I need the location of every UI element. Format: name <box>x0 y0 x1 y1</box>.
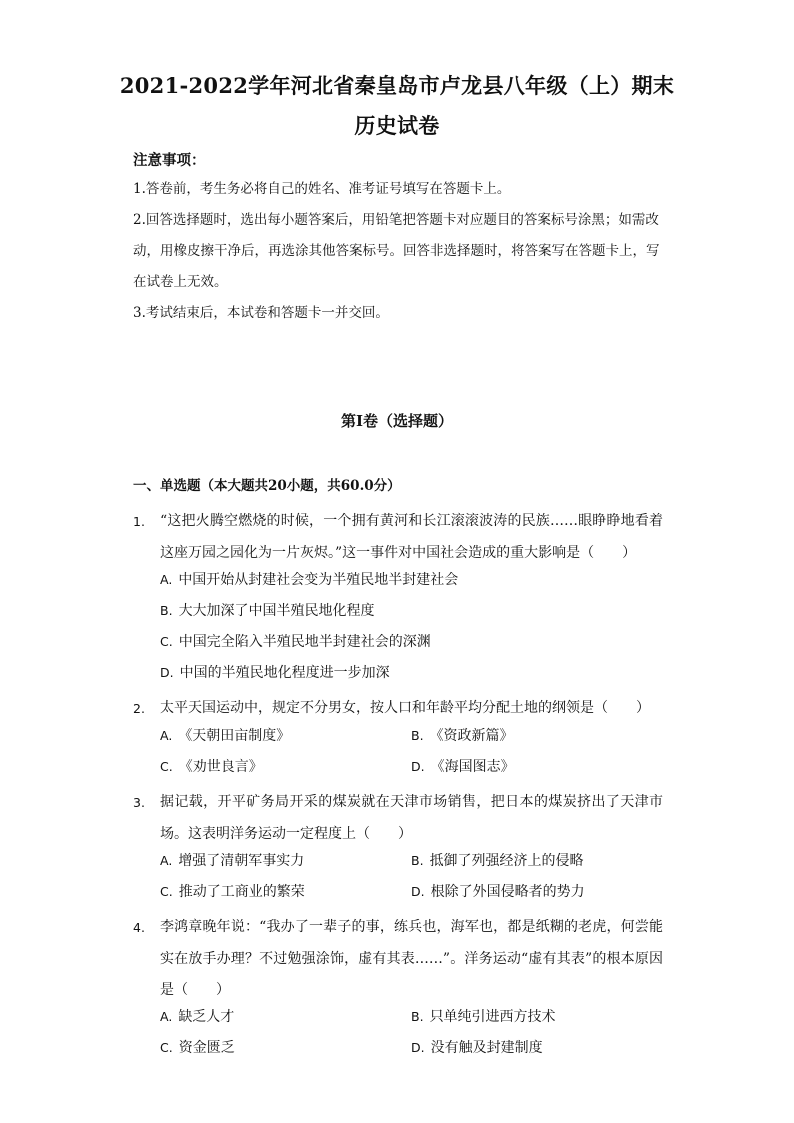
option-text: 根除了外国侵略者的势力 <box>430 884 585 900</box>
option-d <box>411 1037 543 1057</box>
question-2 <box>133 693 663 725</box>
question-number: 2. <box>133 701 145 716</box>
option-letter: A. <box>160 1009 173 1024</box>
option-text: 资金匮乏 <box>178 1040 235 1056</box>
option-c <box>160 1037 235 1057</box>
option-text: 中国的半殖民地化程度进一步加深 <box>179 665 390 681</box>
option-c <box>160 881 305 901</box>
option-b <box>160 600 375 620</box>
option-letter: A. <box>160 728 173 743</box>
option-d <box>411 881 585 901</box>
option-text: 中国完全陷入半殖民地半封建社会的深渊 <box>178 634 431 650</box>
option-text: 大大加深了中国半殖民地化程度 <box>178 603 375 619</box>
question-1 <box>133 506 663 569</box>
option-text: 增强了清朝军事实力 <box>178 853 305 869</box>
option-a <box>160 569 458 589</box>
notice-item-1: 1.答卷前，考生务必将自己的姓名、准考证号填写在答题卡上。 <box>133 181 511 197</box>
option-letter: D. <box>411 759 425 774</box>
part-title: 第I卷（选择题） <box>340 412 454 430</box>
notice-heading: 注意事项： <box>133 152 206 169</box>
option-letter: A. <box>160 853 173 868</box>
exam-title-line1: 2021-2022学年河北省秦皇岛市卢龙县八年级（上）期末 <box>119 73 675 98</box>
question-number: 1. <box>133 514 145 529</box>
option-a <box>160 725 290 745</box>
question-3 <box>133 787 663 850</box>
option-b <box>411 1006 556 1026</box>
option-text: 推动了工商业的繁荣 <box>178 884 305 900</box>
option-text: 只单纯引进西方技术 <box>429 1009 556 1025</box>
option-letter: D. <box>411 884 425 899</box>
question-stem: “这把火腾空燃烧的时候，一个拥有黄河和长江滚滚波涛的民族……眼睁睁地看着这座万园之园化为一片灰烬。”这一事件对中国社会造成的重大影响是（ ） <box>160 513 663 561</box>
option-letter: B. <box>411 728 424 743</box>
notice-item-3: 3.考试结束后，本试卷和答题卡一并交回。 <box>133 305 389 321</box>
notice-item-2: 2.回答选择题时，选出每小题答案后，用铅笔把答题卡对应题目的答案标号涂黑；如需改动，用橡皮擦干净后，再选涂其他答案标号。回答非选择题时，将答案写在答题卡上，写在试卷上无效。 <box>133 212 660 290</box>
option-b <box>411 725 514 745</box>
option-text: 缺乏人才 <box>178 1009 235 1025</box>
question-stem: 李鸿章晚年说：“我办了一辈子的事，练兵也，海军也，都是纸糊的老虎，何尝能实在放手办理？不过勉强涂饰，虚有其表……”。洋务运动“虚有其表”的根本原因是（ ） <box>160 919 663 998</box>
option-text: 中国开始从封建社会变为半殖民地半封建社会 <box>178 572 459 588</box>
option-text: 《资政新篇》 <box>429 728 514 744</box>
option-d <box>160 662 390 682</box>
option-a <box>160 1006 234 1026</box>
option-text: 《天朝田亩制度》 <box>178 728 291 744</box>
option-letter: B. <box>411 1009 424 1024</box>
option-letter: A. <box>160 572 173 587</box>
question-stem: 太平天国运动中，规定不分男女，按人口和年龄平均分配土地的纲领是（ ） <box>160 700 650 716</box>
question-stem: 据记载，开平矿务局开采的煤炭就在天津市场销售，把日本的煤炭挤出了天津市场。这表明洋务运动一定程度上（ ） <box>160 794 663 842</box>
question-4 <box>133 912 663 1007</box>
option-letter: C. <box>160 1040 173 1055</box>
option-letter: D. <box>160 665 174 680</box>
option-d <box>411 756 515 776</box>
question-number: 3. <box>133 795 145 810</box>
option-c <box>160 631 431 651</box>
option-b <box>411 850 584 870</box>
question-number: 4. <box>133 920 145 935</box>
option-a <box>160 850 304 870</box>
option-text: 抵御了列强经济上的侵略 <box>429 853 584 869</box>
option-letter: C. <box>160 759 173 774</box>
option-letter: C. <box>160 634 173 649</box>
exam-title-line2: 历史试卷 <box>354 113 440 138</box>
option-text: 《海国图志》 <box>430 759 515 775</box>
option-letter: D. <box>411 1040 425 1055</box>
option-text: 《劝世良言》 <box>178 759 263 775</box>
section-heading: 一、单选题（本大题共20小题，共60.0分） <box>133 478 401 494</box>
option-letter: B. <box>411 853 424 868</box>
option-letter: C. <box>160 884 173 899</box>
option-c <box>160 756 263 776</box>
option-letter: B. <box>160 603 173 618</box>
option-text: 没有触及封建制度 <box>430 1040 543 1056</box>
